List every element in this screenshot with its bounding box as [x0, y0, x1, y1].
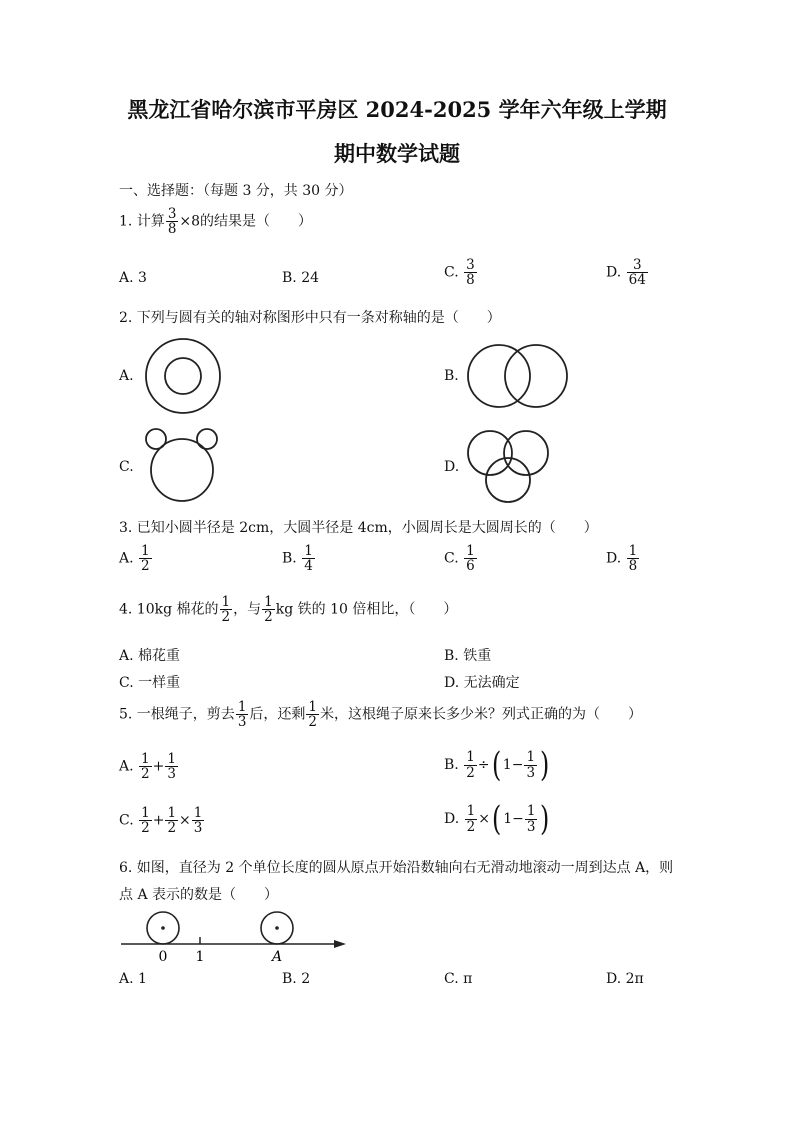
question-6-line2: 点 A 表示的数是（ ） [119, 887, 279, 903]
q5-option-c-label: C. [119, 812, 134, 829]
q6-option-b[interactable]: B. 2 [282, 971, 311, 987]
frac-num: 1 [141, 543, 150, 559]
frac-num: 3 [466, 257, 475, 273]
q6-option-a[interactable]: A. 1 [119, 971, 147, 987]
frac-num: 1 [466, 803, 476, 820]
q6-option-c[interactable]: C. π [444, 971, 473, 987]
q3-option-a-label: A. [119, 550, 134, 567]
frac-den: 2 [466, 818, 476, 835]
frac-den: 2 [466, 764, 475, 781]
frac-den: 2 [141, 820, 150, 837]
q4-option-a[interactable]: A. 棉花重 [119, 648, 181, 664]
q4-stem-mid: ，与 [233, 601, 262, 618]
q1-frac-num: 3 [167, 206, 177, 222]
one-minus: 1− [503, 811, 524, 827]
q4-stem-pre: 4. 10kg 棉花的 [119, 601, 219, 618]
q2-option-b-label[interactable]: B. [444, 368, 459, 384]
left-paren: ( [491, 745, 501, 785]
divide-sign: ÷ [477, 757, 490, 773]
frac-den: 3 [193, 820, 203, 837]
q3-option-d-label: D. [606, 550, 622, 567]
one-minus: 1− [502, 757, 524, 773]
plus-sign: + [152, 812, 165, 829]
times-sign: × [179, 812, 191, 829]
frac-den: 6 [466, 558, 475, 575]
frac-num: 1 [141, 751, 150, 767]
frac-num: 1 [237, 699, 247, 715]
frac-den: 3 [526, 764, 536, 781]
rolling-circle-end-center [275, 926, 279, 930]
frac-den: 2 [221, 609, 231, 626]
frac-den: 4 [304, 558, 313, 575]
q6-option-d[interactable]: D. 2π [606, 971, 644, 987]
frac-den: 64 [628, 272, 646, 289]
frac-num: 1 [466, 749, 475, 766]
times-sign: × [478, 811, 490, 827]
frac-den: 3 [167, 766, 176, 783]
tick-label-a: A [271, 949, 283, 965]
q2-option-c-label[interactable]: C. [119, 459, 134, 475]
q4-stem-post: kg 铁的 10 倍相比，（ ） [275, 601, 458, 618]
frac-num: 1 [308, 699, 317, 715]
plus-sign: + [152, 758, 165, 775]
q2-option-d-label[interactable]: D. [444, 459, 460, 475]
q4-option-d[interactable]: D. 无法确定 [444, 675, 520, 691]
frac-num: 1 [466, 543, 475, 559]
doc-title-line2: 期中数学试题 [334, 141, 460, 166]
frac-num: 1 [167, 805, 177, 821]
question-2: 2. 下列与圆有关的轴对称图形中只有一条对称轴的是（ ） [119, 310, 501, 326]
frac-num: 1 [264, 594, 273, 610]
frac-num: 1 [628, 543, 638, 559]
frac-num: 1 [193, 805, 203, 821]
question-6-line1: 6. 如图，直径为 2 个单位长度的圆从原点开始沿数轴向右无滑动地滚动一周到达点 A，则 [119, 860, 674, 876]
q3-option-b-label: B. [282, 550, 297, 567]
tick-label-1: 1 [195, 949, 205, 965]
q4-option-b[interactable]: B. 铁重 [444, 648, 492, 664]
q1-option-b[interactable]: B. 24 [282, 270, 320, 286]
right-paren: ) [540, 799, 550, 839]
q5-stem-mid: 后，还剩 [249, 706, 306, 723]
q1-stem-pre: 1. 计算 [119, 213, 165, 230]
frac-den: 8 [466, 272, 475, 289]
q5-option-b-label: B. [444, 757, 459, 773]
frac-num: 1 [167, 751, 176, 767]
frac-den: 2 [308, 714, 317, 731]
q2-option-a-label[interactable]: A. [119, 368, 134, 384]
frac-den: 2 [141, 766, 150, 783]
frac-num: 1 [526, 803, 536, 820]
q1-option-a[interactable]: A. 3 [119, 270, 147, 286]
frac-den: 3 [237, 714, 247, 731]
frac-den: 2 [167, 820, 177, 837]
number-line-arrow [334, 940, 346, 948]
tick-label-0: 0 [158, 949, 168, 965]
left-paren: ( [491, 799, 502, 839]
q1-option-d-label: D. [606, 264, 622, 281]
q1-frac-den: 8 [167, 221, 177, 238]
frac-num: 1 [304, 543, 313, 559]
q1-stem-mid: ×8的结果是（ ） [179, 213, 313, 230]
frac-num: 1 [221, 594, 231, 610]
q5-option-a-label: A. [119, 758, 134, 775]
frac-num: 1 [141, 805, 150, 821]
section-heading: 一、选择题：（每题 3 分，共 30 分） [119, 183, 353, 199]
q5-stem-post: 米，这根绳子原来长多少米？列式正确的为（ ） [320, 706, 642, 723]
q5-option-d-label: D. [444, 811, 460, 827]
frac-den: 3 [526, 818, 536, 835]
q1-option-c-label: C. [444, 264, 459, 281]
q3-option-c-label: C. [444, 550, 459, 567]
rolling-circle-start-center [161, 926, 165, 930]
frac-num: 3 [632, 257, 642, 273]
frac-den: 8 [628, 558, 638, 575]
q4-option-c[interactable]: C. 一样重 [119, 675, 181, 691]
q5-stem-pre: 5. 一根绳子，剪去 [119, 706, 235, 723]
frac-den: 2 [141, 558, 150, 575]
doc-title-line1: 黑龙江省哈尔滨市平房区 2024-2025 学年六年级上学期 [127, 97, 667, 122]
question-3: 3. 已知小圆半径是 2cm，大圆半径是 4cm，小圆周长是大圆周长的（ ） [119, 520, 598, 536]
frac-num: 1 [526, 749, 536, 766]
right-paren: ) [540, 745, 550, 785]
frac-den: 2 [264, 609, 273, 626]
